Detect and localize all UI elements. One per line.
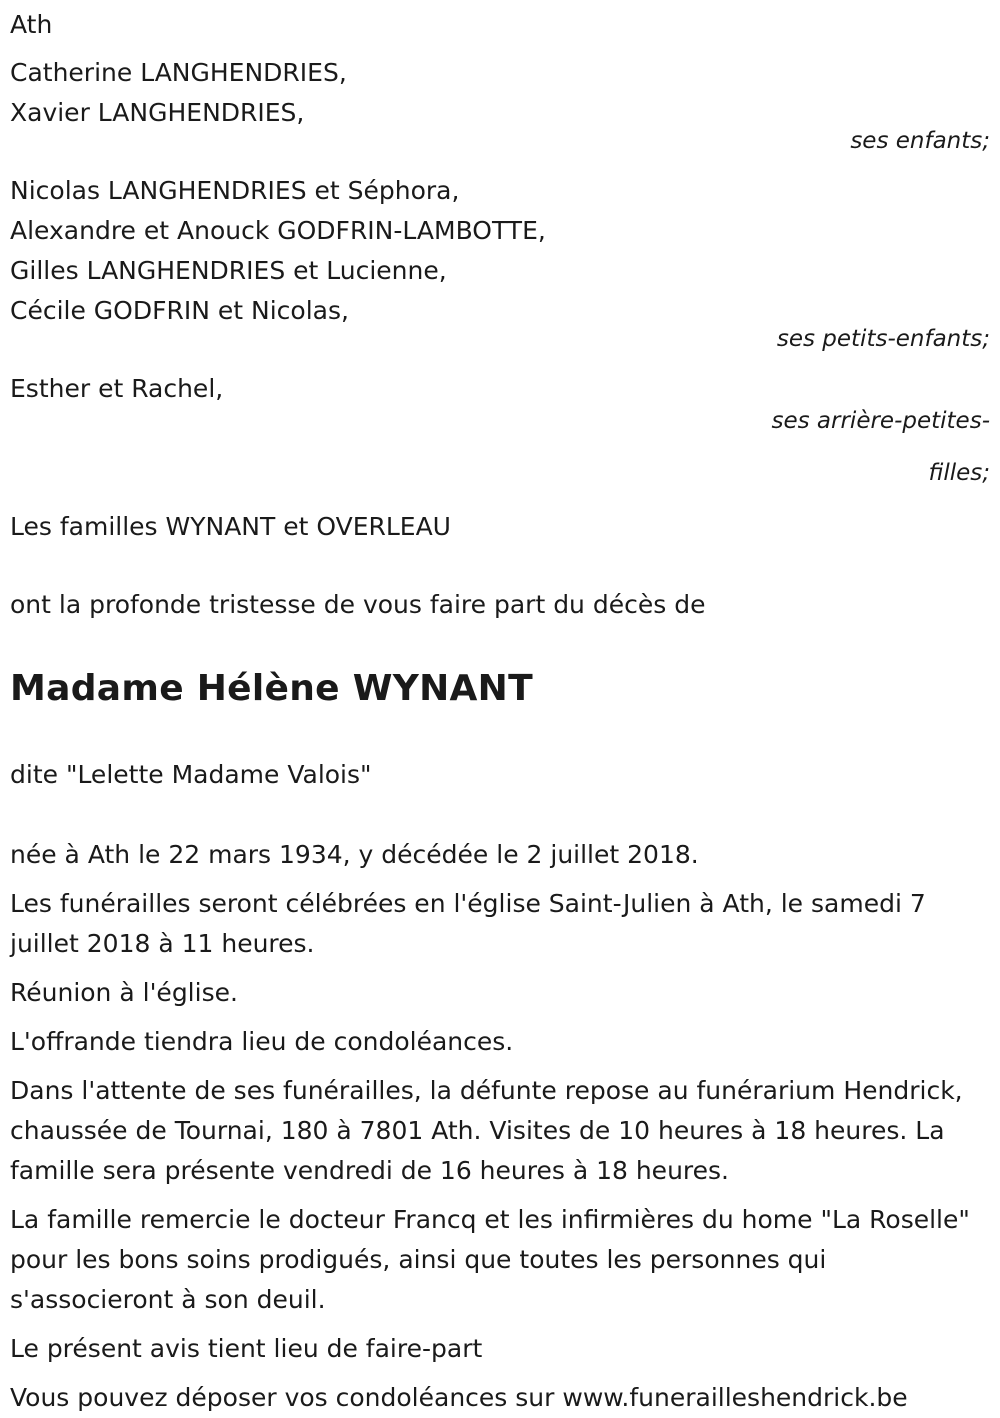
grandchild-name: Gilles LANGHENDRIES et Lucienne,: [10, 256, 447, 285]
details-section: [10, 835, 990, 1418]
meeting-text: Réunion à l'église.: [10, 978, 238, 1007]
condolences-text: Vous pouvez déposer vos condoléances sur www.funerailleshendrick.be: [10, 1383, 908, 1412]
child-name: Catherine LANGHENDRIES,: [10, 58, 347, 87]
notice-text: Le présent avis tient lieu de faire-part: [10, 1334, 483, 1363]
birth-death-text: née à Ath le 22 mars 1934, y décédée le 2 juillet 2018.: [10, 840, 699, 869]
obituary-notice: [10, 5, 990, 1418]
children-role: ses enfants;: [850, 128, 990, 154]
great-grandchild-name: Esther et Rachel,: [10, 374, 224, 403]
thanks-text: La famille remercie le docteur Francq et les infirmières du home "La Roselle" pour les bons soins prodigués, ainsi que toutes les personnes qui s'associeront à son deuil.: [10, 1205, 970, 1314]
offering-text: L'offrande tiendra lieu de condoléances.: [10, 1027, 514, 1056]
grandchildren-role: ses petits-enfants;: [776, 326, 990, 352]
funeral-text: Les funérailles seront célébrées en l'église Saint-Julien à Ath, le samedi 7 juillet 2018 à 11 heures.: [10, 889, 926, 958]
great-grandchildren-role: ses arrière-petites-filles;: [771, 408, 990, 486]
funerarium-text: Dans l'attente de ses funérailles, la défunte repose au funérarium Hendrick, chaussée de Tournai, 180 à 7801 Ath. Visites de 10 heures à 18 heures. La famille sera présente vendredi de 16 heures à 18 heures.: [10, 1076, 963, 1185]
grandchildren-list: [10, 171, 990, 331]
grandchild-name: Nicolas LANGHENDRIES et Séphora,: [10, 176, 460, 205]
location-text: Ath: [10, 10, 53, 39]
families-text: Les familles WYNANT et OVERLEAU: [10, 512, 451, 541]
child-name: Xavier LANGHENDRIES,: [10, 98, 305, 127]
grandchild-name: Cécile GODFRIN et Nicolas,: [10, 296, 349, 325]
grandchild-name: Alexandre et Anouck GODFRIN-LAMBOTTE,: [10, 216, 546, 245]
deceased-name: Madame Hélène WYNANT: [10, 668, 533, 709]
nickname-text: dite "Lelette Madame Valois": [10, 760, 372, 789]
announcement-text: ont la profonde tristesse de vous faire part du décès de: [10, 590, 706, 619]
